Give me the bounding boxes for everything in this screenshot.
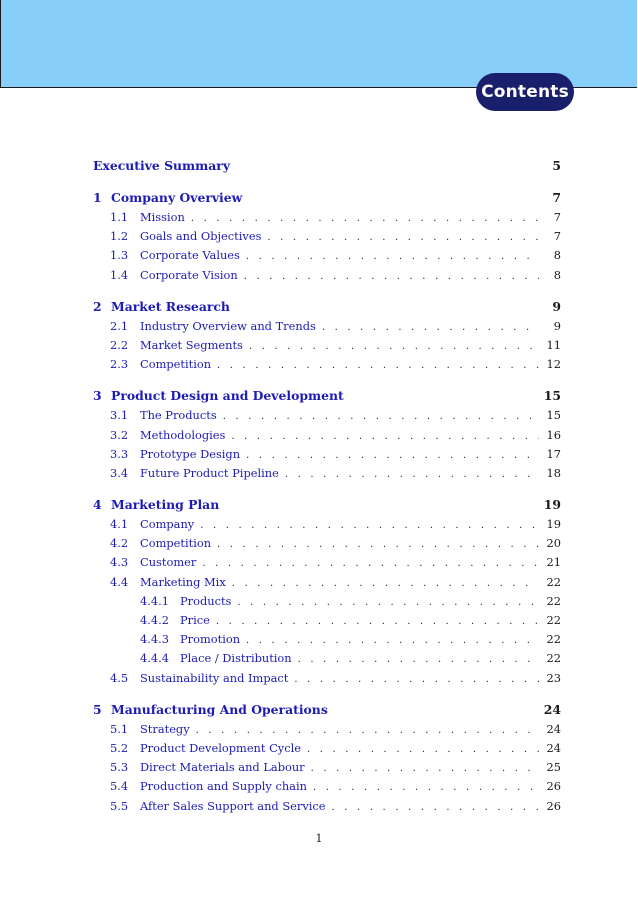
toc-entry[interactable] xyxy=(93,515,561,534)
toc-entry[interactable] xyxy=(93,611,561,630)
toc-entry-number: 4.4.1 xyxy=(140,593,169,608)
toc-entry-title[interactable]: Manufacturing And Operations xyxy=(111,701,328,717)
toc-entry-page: 24 xyxy=(543,701,561,717)
toc-entry[interactable] xyxy=(93,297,561,317)
toc-entry-number: 4.2 xyxy=(110,536,129,551)
toc-leader-dots xyxy=(246,446,539,465)
toc-entry-number: 1.3 xyxy=(110,248,129,263)
toc-entry-title[interactable]: Price xyxy=(180,613,210,627)
toc-entry-page: 7 xyxy=(552,190,561,205)
toc-entry[interactable] xyxy=(93,464,561,483)
toc-entry[interactable] xyxy=(93,156,561,176)
toc-leader-dots xyxy=(249,337,539,356)
toc-leader-dots xyxy=(237,593,539,612)
toc-entry-page: 15 xyxy=(543,388,561,404)
toc-entry-page: 22 xyxy=(546,651,561,666)
toc-leader-dots xyxy=(200,516,539,535)
toc-entry-number: 1.2 xyxy=(110,229,129,244)
toc-leader-dots xyxy=(202,554,539,573)
toc-leader-dots xyxy=(267,228,539,247)
toc-entry-title[interactable]: The Products xyxy=(140,408,217,423)
toc-entry[interactable] xyxy=(93,227,561,246)
toc-entry-number: 4.5 xyxy=(110,670,129,685)
toc-entry-title[interactable]: Executive Summary xyxy=(93,158,231,173)
toc-entry-number: 2 xyxy=(93,298,102,314)
toc-leader-dots xyxy=(231,427,539,446)
toc-entry-title[interactable]: Marketing Mix xyxy=(140,574,226,589)
toc-leader-dots xyxy=(196,721,539,740)
toc-entry-title[interactable]: Promotion xyxy=(180,632,241,647)
toc-entry-number: 4 xyxy=(93,497,102,513)
toc-leader-dots xyxy=(285,465,539,484)
toc-entry-number: 5.3 xyxy=(110,760,129,775)
toc-entry-title[interactable]: Market Research xyxy=(111,298,230,314)
toc-entry-page: 24 xyxy=(546,740,561,755)
toc-entry-page: 18 xyxy=(546,465,561,480)
toc-leader-dots xyxy=(322,318,539,337)
toc-entry[interactable] xyxy=(93,797,561,816)
toc-leader-dots xyxy=(298,650,539,669)
toc-entry-title[interactable]: Industry Overview and Trends xyxy=(140,318,316,333)
toc-leader-dots xyxy=(216,612,539,631)
toc-entry-number: 5.1 xyxy=(110,721,129,736)
toc-entry-page: 9 xyxy=(552,298,561,314)
toc-entry-title[interactable]: Strategy xyxy=(140,721,190,736)
toc-entry-title[interactable]: Customer xyxy=(140,555,197,570)
toc-entry-title[interactable]: Market Segments xyxy=(140,337,243,352)
toc-entry-title[interactable]: Mission xyxy=(140,210,185,224)
toc-entry-number: 5 xyxy=(93,701,102,717)
toc-entry-page: 22 xyxy=(546,613,561,627)
toc-entry-page: 12 xyxy=(546,357,561,372)
toc-entry-number: 3 xyxy=(93,388,102,404)
toc-entry[interactable] xyxy=(93,573,561,592)
toc-entry-title[interactable]: Corporate Values xyxy=(140,248,240,263)
toc-entry-number: 1 xyxy=(93,190,102,205)
toc-entry-number: 5.4 xyxy=(110,779,129,794)
toc-entry[interactable] xyxy=(93,649,561,668)
toc-entry-title[interactable]: After Sales Support and Service xyxy=(140,798,326,813)
toc-entry-page: 8 xyxy=(553,248,561,263)
toc-entry-title[interactable]: Products xyxy=(180,593,232,608)
toc-entry[interactable] xyxy=(93,553,561,572)
toc-entry-number: 3.1 xyxy=(110,408,129,423)
toc-entry-page: 22 xyxy=(546,574,561,589)
toc-entry-page: 8 xyxy=(553,267,561,282)
toc-entry[interactable] xyxy=(93,739,561,758)
toc-entry-page: 26 xyxy=(546,779,561,794)
toc-leader-dots xyxy=(294,670,539,689)
toc-entry-page: 20 xyxy=(546,536,561,551)
toc-entry-page: 26 xyxy=(546,798,561,813)
toc-entry[interactable] xyxy=(93,246,561,265)
toc-entry-number: 3.3 xyxy=(110,446,129,461)
toc-leader-dots xyxy=(191,209,539,228)
toc-entry[interactable] xyxy=(93,592,561,611)
toc-entry-title[interactable]: Product Design and Development xyxy=(111,388,344,404)
toc-entry[interactable] xyxy=(93,386,561,406)
toc-entry[interactable] xyxy=(93,534,561,553)
toc-entry-title[interactable]: Competition xyxy=(140,536,212,551)
toc-leader-dots xyxy=(246,631,539,650)
toc-entry-page: 17 xyxy=(546,446,561,461)
toc-leader-dots xyxy=(217,535,539,554)
toc-entry-title[interactable]: Product Development Cycle xyxy=(140,740,302,755)
toc-leader-dots xyxy=(332,798,539,817)
toc-entry-title[interactable]: Methodologies xyxy=(140,427,226,442)
toc-entry[interactable] xyxy=(93,406,561,425)
toc-entry[interactable] xyxy=(93,700,561,720)
toc-entry-title[interactable]: Production and Supply chain xyxy=(140,779,307,794)
toc-entry[interactable] xyxy=(93,188,561,208)
toc-entry-title[interactable]: Corporate Vision xyxy=(140,267,238,282)
toc-entry-title[interactable]: Prototype Design xyxy=(140,446,241,461)
toc-leader-dots xyxy=(313,778,539,797)
toc-entry-page: 23 xyxy=(546,670,561,685)
toc-entry-page: 21 xyxy=(546,555,561,570)
toc-entry-page: 25 xyxy=(546,760,561,775)
toc-entry-title[interactable]: Competition xyxy=(140,357,212,372)
toc-leader-dots xyxy=(307,740,539,759)
toc-entry[interactable] xyxy=(93,336,561,355)
toc-entry-title[interactable]: Direct Materials and Labour xyxy=(140,760,305,775)
toc-entry-number: 4.4.3 xyxy=(140,632,169,647)
toc-entry-number: 1.4 xyxy=(110,267,129,282)
toc-entry[interactable] xyxy=(93,208,561,227)
toc-entry-number: 5.5 xyxy=(110,798,129,813)
toc-leader-dots xyxy=(223,407,539,426)
table-of-contents xyxy=(93,156,561,816)
toc-entry-number: 3.2 xyxy=(110,427,129,442)
toc-entry-page: 24 xyxy=(546,721,561,736)
toc-leader-dots xyxy=(311,759,539,778)
toc-entry[interactable] xyxy=(93,777,561,796)
toc-entry-page: 22 xyxy=(546,632,561,647)
toc-entry-page: 11 xyxy=(546,337,561,352)
toc-entry-page: 19 xyxy=(543,497,561,513)
toc-entry-number: 3.4 xyxy=(110,465,129,480)
toc-entry[interactable] xyxy=(93,669,561,688)
toc-leader-dots xyxy=(232,574,539,593)
toc-entry[interactable] xyxy=(93,445,561,464)
toc-entry[interactable] xyxy=(93,317,561,336)
toc-entry[interactable] xyxy=(93,266,561,285)
toc-entry-number: 4.4 xyxy=(110,574,129,589)
page-number: 1 xyxy=(315,832,323,845)
toc-entry[interactable] xyxy=(93,426,561,445)
toc-entry-title[interactable]: Goals and Objectives xyxy=(140,229,262,244)
contents-badge: Contents xyxy=(476,73,574,111)
toc-leader-dots xyxy=(217,356,539,375)
toc-entry-number: 4.3 xyxy=(110,555,129,570)
toc-entry[interactable] xyxy=(93,630,561,649)
toc-entry-page: 7 xyxy=(553,229,561,244)
toc-entry-number: 4.4.4 xyxy=(140,651,169,666)
toc-entry-number: 1.1 xyxy=(110,210,129,224)
toc-entry[interactable] xyxy=(93,495,561,515)
toc-entry-title[interactable]: Company Overview xyxy=(111,190,243,205)
toc-entry[interactable] xyxy=(93,355,561,374)
toc-entry-number: 4.1 xyxy=(110,517,129,532)
toc-leader-dots xyxy=(244,267,539,286)
toc-entry-number: 2.3 xyxy=(110,357,129,372)
toc-entry-title[interactable]: Marketing Plan xyxy=(111,497,220,513)
toc-entry-number: 4.4.2 xyxy=(140,613,169,627)
toc-entry-number: 2.1 xyxy=(110,318,129,333)
toc-entry-page: 5 xyxy=(552,158,561,173)
toc-entry[interactable] xyxy=(93,720,561,739)
toc-entry-title[interactable]: Company xyxy=(140,517,195,532)
toc-entry-page: 9 xyxy=(553,318,561,333)
toc-entry-title[interactable]: Sustainability and Impact xyxy=(140,670,289,685)
toc-entry-number: 2.2 xyxy=(110,337,129,352)
toc-entry-title[interactable]: Place / Distribution xyxy=(180,651,292,666)
toc-entry-page: 7 xyxy=(553,210,561,224)
toc-entry[interactable] xyxy=(93,758,561,777)
toc-entry-page: 22 xyxy=(546,593,561,608)
toc-entry-page: 16 xyxy=(546,427,561,442)
toc-leader-dots xyxy=(246,247,539,266)
toc-entry-page: 19 xyxy=(546,517,561,532)
toc-entry-number: 5.2 xyxy=(110,740,129,755)
toc-entry-title[interactable]: Future Product Pipeline xyxy=(140,465,279,480)
toc-entry-page: 15 xyxy=(546,408,561,423)
